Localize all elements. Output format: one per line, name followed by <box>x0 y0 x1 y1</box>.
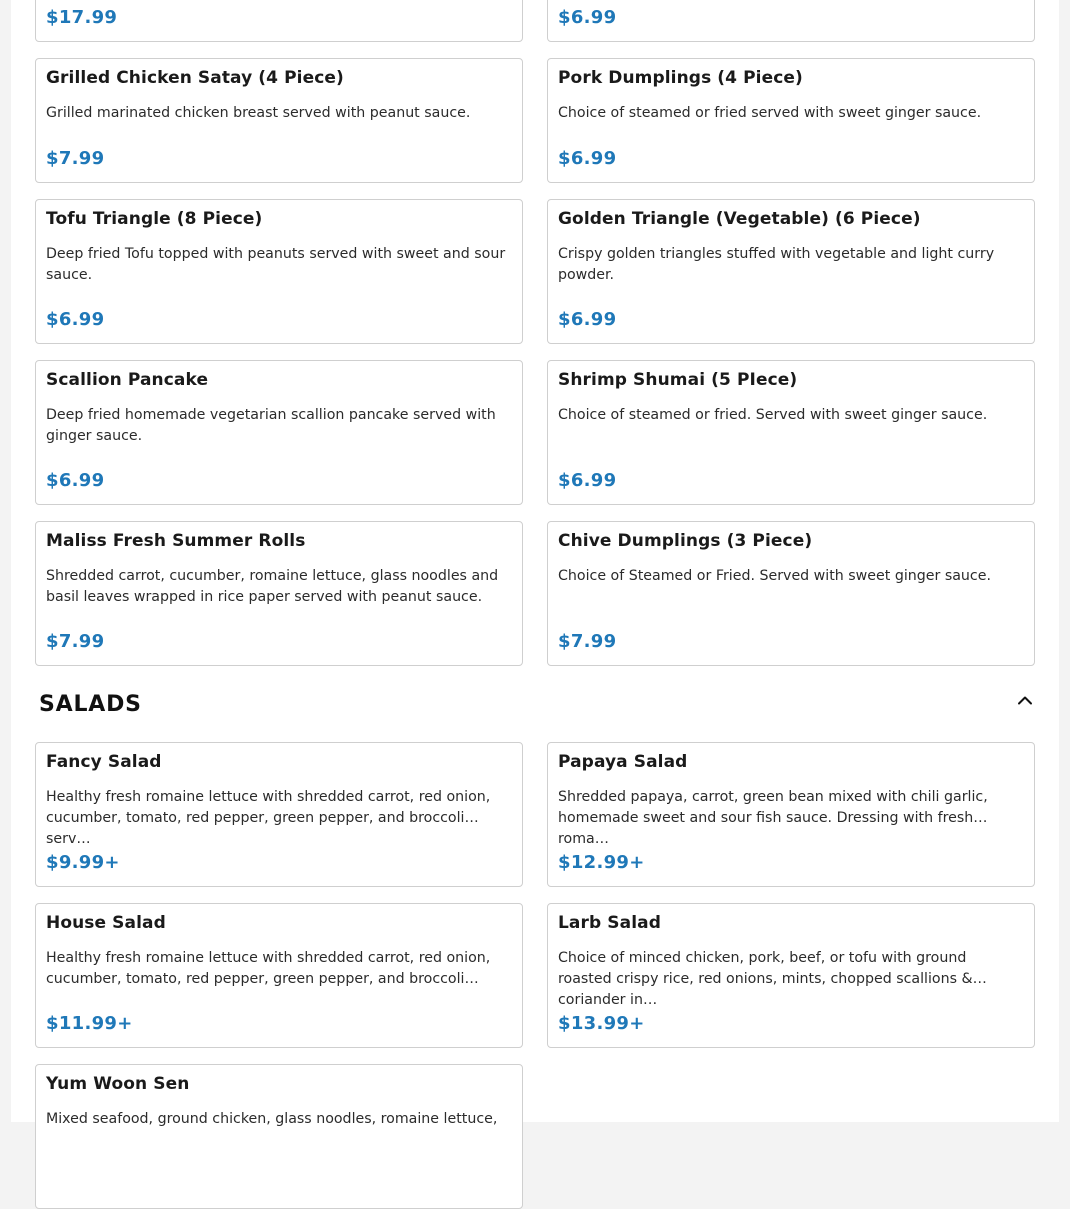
menu-item-card[interactable] <box>35 58 523 183</box>
item-price: $13.99+ <box>558 1013 645 1034</box>
item-description: Grilled marinated chicken breast served with peanut sauce. <box>46 105 471 121</box>
item-price: $6.99 <box>558 470 617 491</box>
chevron-up-icon <box>1017 695 1033 705</box>
item-price: $6.99 <box>46 309 105 330</box>
item-description: Healthy fresh romaine lettuce with shredded carrot, red onion, cucumber, tomato, red pepper, green pepper, and broccoli… <box>46 950 491 987</box>
item-price: $9.99+ <box>46 852 120 873</box>
item-description: Choice of steamed or fried served with sweet ginger sauce. <box>558 105 982 121</box>
menu-item-card[interactable] <box>35 742 523 887</box>
item-name: Grilled Chicken Satay (4 Piece) <box>46 68 344 88</box>
section-title-salads: SALADS <box>39 692 142 717</box>
item-price: $17.99 <box>46 7 118 28</box>
menu-item-card[interactable] <box>35 0 523 42</box>
item-description: Choice of minced chicken, pork, beef, or tofu with ground roasted crispy rice, red onions, mints, chopped scallions & coriander in… <box>558 950 973 1008</box>
menu-item-card[interactable] <box>547 199 1035 344</box>
menu-item-card[interactable] <box>547 742 1035 887</box>
item-name: Tofu Triangle (8 Piece) <box>46 209 263 229</box>
item-name: Pork Dumplings (4 Piece) <box>558 68 803 88</box>
item-price: $6.99 <box>558 148 617 169</box>
item-description: Shredded carrot, cucumber, romaine lettuce, glass noodles and basil leaves wrapped in rice paper served with peanut sauce. <box>46 568 499 605</box>
item-description: Crispy golden triangles stuffed with vegetable and light curry powder. <box>558 246 995 283</box>
menu-item-card[interactable] <box>547 521 1035 666</box>
item-name: Shrimp Shumai (5 PIece) <box>558 370 798 390</box>
item-price: $7.99 <box>558 631 617 652</box>
menu-item-card[interactable] <box>35 199 523 344</box>
item-name: Maliss Fresh Summer Rolls <box>46 531 306 551</box>
item-price: $6.99 <box>558 309 617 330</box>
collapse-section-button[interactable] <box>1013 688 1037 712</box>
item-name: Papaya Salad <box>558 752 688 772</box>
item-name: House Salad <box>46 913 166 933</box>
menu-item-card[interactable] <box>547 360 1035 505</box>
menu-item-card[interactable] <box>35 521 523 666</box>
item-description: Deep fried Tofu topped with peanuts served with sweet and sour sauce. <box>46 246 506 283</box>
menu-item-card[interactable] <box>547 0 1035 42</box>
item-price: $7.99 <box>46 148 105 169</box>
item-description: Healthy fresh romaine lettuce with shredded carrot, red onion, cucumber, tomato, red pepper, green pepper, and broccoli serv… <box>46 789 491 847</box>
menu-item-card[interactable] <box>35 903 523 1048</box>
item-price: $12.99+ <box>558 852 645 873</box>
menu-page <box>11 0 1059 1127</box>
item-name: Yum Woon Sen <box>46 1074 190 1094</box>
item-name: Golden Triangle (Vegetable) (6 Piece) <box>558 209 921 229</box>
item-description: Deep fried homemade vegetarian scallion pancake served with ginger sauce. <box>46 407 496 444</box>
item-name: Scallion Pancake <box>46 370 209 390</box>
menu-item-card[interactable] <box>547 58 1035 183</box>
item-name: Chive Dumplings (3 Piece) <box>558 531 813 551</box>
item-price: $7.99 <box>46 631 105 652</box>
item-price: $6.99 <box>46 470 105 491</box>
item-name: Fancy Salad <box>46 752 162 772</box>
menu-item-card[interactable] <box>35 360 523 505</box>
item-description: Shredded papaya, carrot, green bean mixed with chili garlic, homemade sweet and sour fish sauce. Dressing with fresh roma… <box>558 789 988 847</box>
item-description: Choice of steamed or fried. Served with sweet ginger sauce. <box>558 407 988 423</box>
item-price: $6.99 <box>558 7 617 28</box>
item-name: Larb Salad <box>558 913 661 933</box>
menu-item-card[interactable] <box>547 903 1035 1048</box>
item-description: Mixed seafood, ground chicken, glass noodles, romaine lettuce, <box>46 1111 498 1127</box>
item-price: $11.99+ <box>46 1013 133 1034</box>
menu-item-card[interactable] <box>35 1064 523 1209</box>
item-description: Choice of Steamed or Fried. Served with sweet ginger sauce. <box>558 568 991 584</box>
